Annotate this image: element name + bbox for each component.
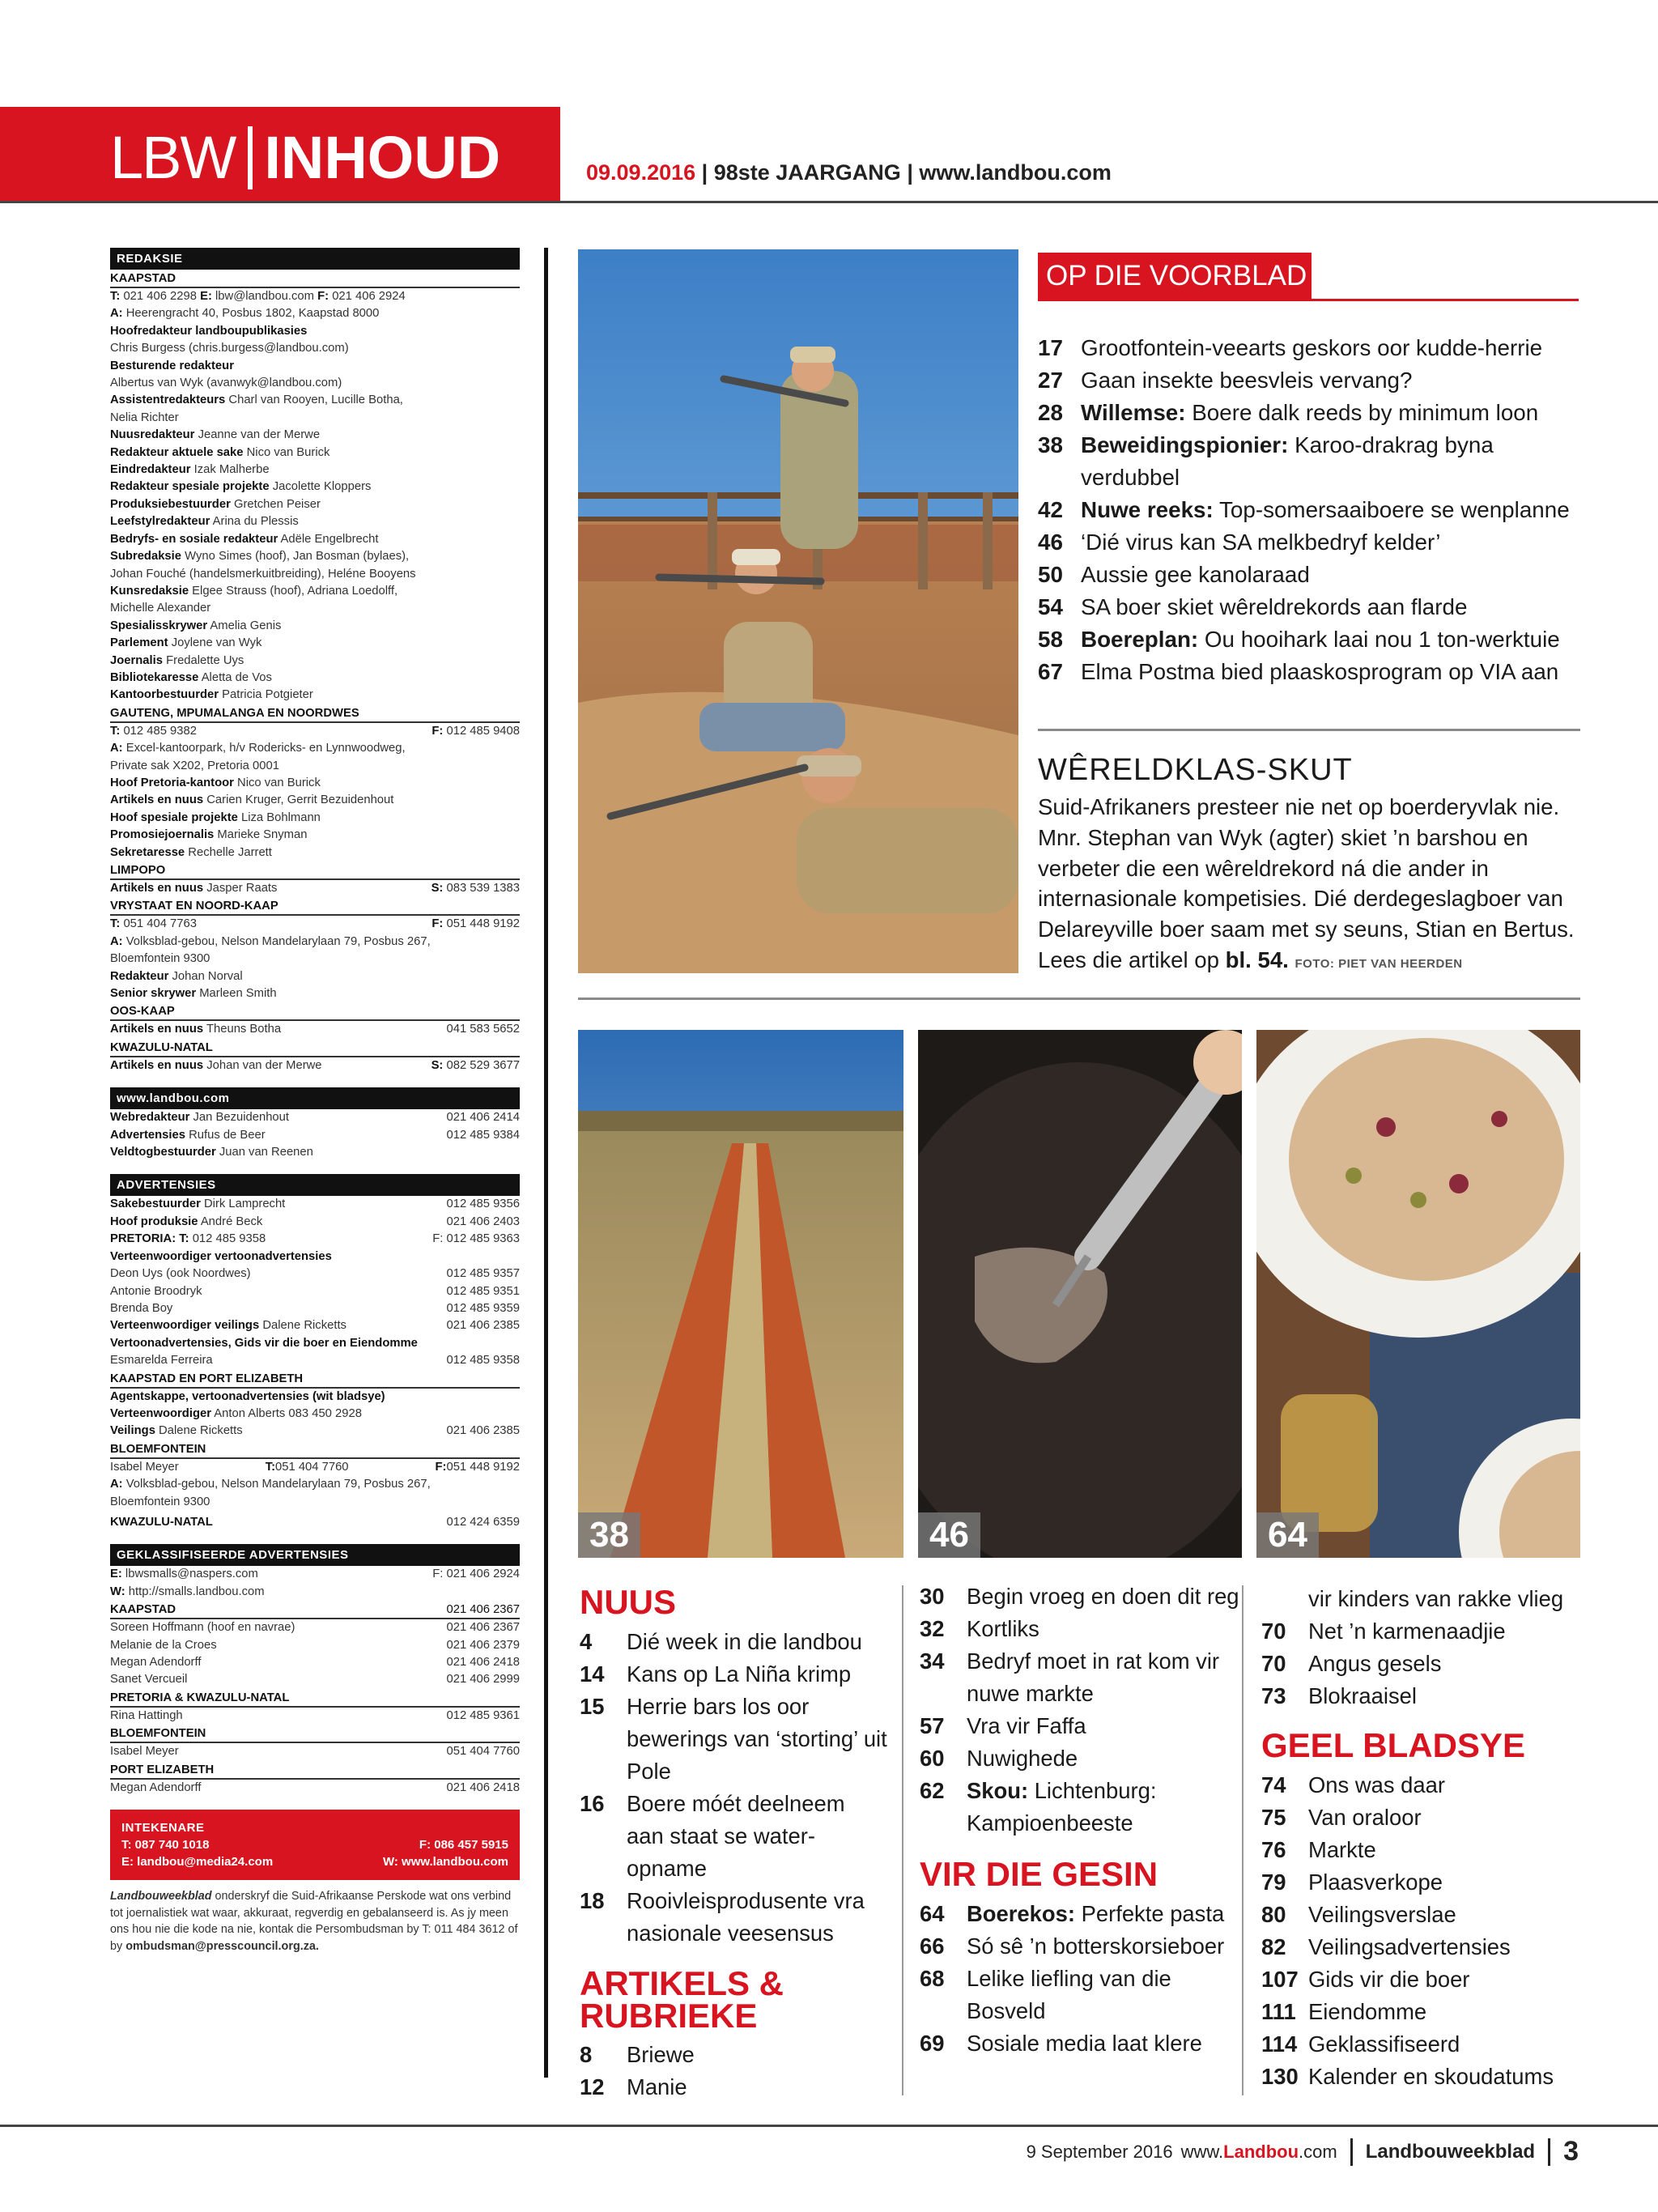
cover-story-item[interactable] bbox=[1038, 397, 1588, 429]
staff-line: Albertus van Wyk (avanwyk@landbou.com) bbox=[110, 376, 342, 390]
issue-website[interactable]: www.landbou.com bbox=[919, 160, 1112, 185]
footer-rule bbox=[0, 2125, 1658, 2127]
gauteng-heading: GAUTENG, MPUMALANGA EN NOORDWES bbox=[110, 705, 520, 723]
staff-row: Hoof produksie André Beck 021 406 2403 bbox=[110, 1214, 520, 1228]
item-title: Kans op La Niña krimp bbox=[627, 1661, 852, 1687]
vrystaat-heading: VRYSTAAT EN NOORD-KAAP bbox=[110, 898, 520, 916]
staff-line: A: Heerengracht 40, Posbus 1802, Kaapstad 8000 bbox=[110, 307, 380, 321]
item-title: Boereplan: Ou hooihark laai nou 1 ton-werktuie bbox=[1081, 627, 1560, 652]
toc-item[interactable] bbox=[580, 1691, 887, 1788]
staff-line: Spesialisskrywer Amelia Genis bbox=[110, 619, 282, 632]
klas-pe-row: Megan Adendorff 021 406 2418 bbox=[110, 1780, 520, 1794]
staff-line: Produksiebestuurder Gretchen Peiser bbox=[110, 497, 321, 511]
klas-kaapstad-list bbox=[110, 1619, 520, 1689]
kpe-list bbox=[110, 1389, 520, 1440]
staff-line: Private sak X202, Pretoria 0001 bbox=[110, 759, 279, 772]
page-number: 68 bbox=[920, 1966, 945, 1991]
staff-row: Advertensies Rufus de Beer 012 485 9384 bbox=[110, 1128, 520, 1142]
photo-credit: FOTO: PIET VAN HEERDEN bbox=[1295, 956, 1463, 971]
toc-col-sep-1 bbox=[902, 1585, 903, 2095]
kzn-row: Artikels en nuus Johan van der Merwe S: 082 529 3677 bbox=[110, 1058, 520, 1072]
bloem-heading: BLOEMFONTEIN bbox=[110, 1441, 520, 1459]
staff-line: Senior skrywer Marleen Smith bbox=[110, 987, 277, 1001]
title-inhoud: INHOUD bbox=[264, 124, 501, 191]
staff-row: Melanie de la Croes 021 406 2379 bbox=[110, 1638, 520, 1652]
toc-item[interactable] bbox=[920, 1930, 1252, 1963]
page-number: 3 bbox=[1563, 2136, 1579, 2167]
item-title: Aussie gee kanolaraad bbox=[1081, 562, 1310, 587]
item-title: Veilingsverslae bbox=[1308, 1902, 1456, 1927]
page-number: 79 bbox=[1261, 1870, 1286, 1895]
klassifiseerde-heading: GEKLASSIFISEERDE ADVERTENSIES bbox=[110, 1544, 520, 1566]
staff-line: Assistentredakteurs Charl van Rooyen, Lucille Botha, bbox=[110, 393, 403, 407]
page-number: 8 bbox=[580, 2042, 593, 2067]
item-title: Manie bbox=[627, 2074, 687, 2099]
staff-row: Deon Uys (ook Noordwes) 012 485 9357 bbox=[110, 1267, 520, 1281]
page-number: 4 bbox=[580, 1629, 593, 1654]
toc-item[interactable] bbox=[1261, 1648, 1601, 1680]
masthead-column bbox=[110, 248, 520, 1955]
toc-item[interactable] bbox=[580, 1626, 887, 1658]
cover-story-item[interactable] bbox=[1038, 332, 1588, 364]
staff-row: Veldtogbestuurder Juan van Reenen bbox=[110, 1146, 313, 1159]
staff-line: Kantoorbestuurder Patricia Potgieter bbox=[110, 688, 313, 702]
toc-col-sep-2 bbox=[1242, 1585, 1244, 2095]
toc-item[interactable] bbox=[1261, 1899, 1601, 1931]
toc-item[interactable] bbox=[1261, 1866, 1601, 1899]
item-title: Kortliks bbox=[967, 1616, 1039, 1641]
staff-row: Megan Adendorff 021 406 2418 bbox=[110, 1656, 520, 1669]
photo-hide-tool bbox=[918, 1030, 1242, 1558]
photo-page-46[interactable]: 46 bbox=[918, 1512, 980, 1558]
footer-divider bbox=[1350, 2138, 1353, 2166]
page-number: 70 bbox=[1261, 1619, 1286, 1644]
page-number: 76 bbox=[1261, 1837, 1286, 1862]
bloem-address bbox=[110, 1476, 520, 1511]
staff-line: Redakteur spesiale projekte Jacolette Kloppers bbox=[110, 480, 372, 494]
cover-story-item[interactable] bbox=[1038, 364, 1588, 397]
toc-item[interactable] bbox=[580, 2071, 887, 2104]
cover-tag-rule bbox=[1038, 299, 1579, 301]
page-number: 50 bbox=[1038, 562, 1063, 587]
cover-story-item[interactable] bbox=[1038, 656, 1588, 688]
page-number: 15 bbox=[580, 1694, 605, 1719]
item-title: Net ’n karmenaadjie bbox=[1308, 1619, 1506, 1644]
item-title: Ons was daar bbox=[1308, 1772, 1445, 1797]
staff-row: Verteenwoordiger veilings Dalene Ricketts 021 406 2385 bbox=[110, 1319, 520, 1333]
kaapstad-staff-list bbox=[110, 288, 520, 704]
toc-item[interactable] bbox=[920, 1898, 1252, 1930]
photo-road bbox=[578, 1030, 903, 1558]
staff-line: A: Volksblad-gebou, Nelson Mandelarylaan 79, Posbus 267, bbox=[110, 1478, 431, 1491]
toc-item[interactable] bbox=[1261, 1802, 1601, 1834]
cover-story-list bbox=[1038, 332, 1588, 688]
staff-line: Redakteur Johan Norval bbox=[110, 969, 243, 983]
staff-line: Bloemfontein 9300 bbox=[110, 1495, 210, 1508]
page-number: 67 bbox=[1038, 659, 1063, 684]
bloem-row: Isabel Meyer T:051 404 7760 F:051 448 9192 bbox=[110, 1460, 520, 1474]
staff-line: A: Volksblad-gebou, Nelson Mandelarylaan 79, Posbus 267, bbox=[110, 934, 431, 948]
staff-row: Antonie Broodryk 012 485 9351 bbox=[110, 1284, 520, 1298]
item-title: Skou: Lichtenburg: Kampioenbeeste bbox=[967, 1778, 1157, 1836]
staff-row: PRETORIA: T: 012 485 9358 F: 012 485 9363 bbox=[110, 1232, 520, 1246]
item-title: Beweidingspionier: Karoo-drakrag byna verdubbel bbox=[1081, 432, 1494, 490]
web-staff-list bbox=[110, 1109, 520, 1161]
photo-page-38[interactable]: 38 bbox=[578, 1512, 640, 1558]
page-footer bbox=[1027, 2136, 1579, 2167]
page-number: 69 bbox=[920, 2031, 945, 2056]
staff-row: Agentskappe, vertoonadvertensies (wit bladsye) bbox=[110, 1389, 385, 1403]
toc-column-2 bbox=[920, 1580, 1252, 2060]
staff-row: Webredakteur Jan Bezuidenhout 021 406 2414 bbox=[110, 1111, 520, 1125]
item-title: Blokraaisel bbox=[1308, 1683, 1417, 1708]
staff-line: Hoof Pretoria-kantoor Nico van Burick bbox=[110, 776, 321, 789]
toc-item[interactable] bbox=[580, 1658, 887, 1691]
staff-row: Verteenwoordiger vertoonadvertensies bbox=[110, 1249, 332, 1263]
gesin-list bbox=[920, 1898, 1252, 2060]
staff-line: Artikels en nuus Carien Kruger, Gerrit Bezuidenhout bbox=[110, 793, 394, 807]
issue-jaargang: 98ste JAARGANG bbox=[713, 160, 901, 185]
page-number: 16 bbox=[580, 1791, 605, 1816]
cover-tag-label: OP DIE VOORBLAD bbox=[1038, 253, 1312, 300]
item-title: Briewe bbox=[627, 2042, 695, 2067]
feature-rule bbox=[1038, 729, 1580, 731]
item-title: Dié week in die landbou bbox=[627, 1629, 862, 1654]
limpopo-row: Artikels en nuus Jasper Raats S: 083 539 1383 bbox=[110, 882, 520, 895]
geel-heading: GEEL BLADSYE bbox=[1261, 1726, 1525, 1764]
staff-row: Sakebestuurder Dirk Lamprecht 012 485 9356 bbox=[110, 1197, 520, 1211]
item-title: ‘Dié virus kan SA melkbedryf kelder’ bbox=[1081, 530, 1441, 555]
staff-line: Promosiejoernalis Marieke Snyman bbox=[110, 828, 308, 842]
feature-caption: Suid-Afrikaners presteer nie net op boerderyvlak nie. Mnr. Stephan van Wyk (agter) skiet ’n barshou en verbeter die een wêreldrekord ná die ander in internasionale kompetisies. Dié derdegeslagboer van Delareyville boer saam met sy seuns, Stian en Bertus. Lees die artikel op bl. 54. FOTO: PIET VAN HEERDEN bbox=[1038, 794, 1575, 972]
nuus-list bbox=[580, 1626, 887, 1950]
artikels-list bbox=[580, 2039, 887, 2104]
cover-story-item[interactable] bbox=[1038, 429, 1588, 494]
item-title: Boerekos: Perfekte pasta bbox=[967, 1901, 1225, 1926]
staff-row: Soreen Hoffmann (hoof en navrae) 021 406 2367 bbox=[110, 1621, 520, 1635]
toc-item[interactable] bbox=[1261, 1963, 1601, 1996]
toc-item[interactable] bbox=[1261, 1834, 1601, 1866]
staff-line: Hoof spesiale projekte Liza Bohlmann bbox=[110, 810, 321, 824]
toc-item[interactable] bbox=[1261, 1996, 1601, 2028]
page-number: 54 bbox=[1038, 594, 1063, 619]
staff-line: Hoofredakteur landboupublikasies bbox=[110, 324, 308, 338]
staff-row: Esmarelda Ferreira 012 485 9358 bbox=[110, 1354, 520, 1368]
toc-item[interactable] bbox=[920, 1710, 1252, 1742]
cover-story-item[interactable] bbox=[1038, 494, 1588, 526]
column-rule bbox=[544, 248, 548, 2078]
staff-line: Sekretaresse Rechelle Jarrett bbox=[110, 845, 272, 859]
item-title: Angus gesels bbox=[1308, 1651, 1442, 1676]
geel-list bbox=[1261, 1769, 1601, 2093]
advertensies-heading: ADVERTENSIES bbox=[110, 1174, 520, 1196]
toc-column-1 bbox=[580, 1585, 887, 2104]
cover-story-item[interactable] bbox=[1038, 559, 1588, 591]
staff-line: Besturende redakteur bbox=[110, 359, 234, 372]
toc-item[interactable] bbox=[580, 1788, 887, 1885]
page-number: 66 bbox=[920, 1933, 945, 1959]
item-title: Gids vir die boer bbox=[1308, 1967, 1470, 1992]
page-number: 17 bbox=[1038, 335, 1063, 360]
page-number: 46 bbox=[1038, 530, 1063, 555]
kzn2-row: KWAZULU-NATAL 012 424 6359 bbox=[110, 1515, 520, 1529]
staff-row: E: lbwsmalls@naspers.com F: 021 406 2924 bbox=[110, 1568, 520, 1581]
right-list bbox=[1261, 1615, 1601, 1712]
page-number: 130 bbox=[1261, 2064, 1299, 2089]
subs-web[interactable]: W: www.landbou.com bbox=[383, 1855, 508, 1870]
staff-line: Subredaksie Wyno Simes (hoof), Jan Bosman (bylaes), bbox=[110, 550, 410, 564]
subs-email[interactable]: E: landbou@media24.com bbox=[121, 1855, 274, 1870]
staff-line: T: 021 406 2298 E: lbw@landbou.com F: 021 406 2924 bbox=[110, 290, 406, 303]
page-number: 57 bbox=[920, 1713, 945, 1738]
item-title: Sosiale media laat klere bbox=[967, 2031, 1202, 2056]
klas-kaapstad-heading: KAAPSTAD 021 406 2367 bbox=[110, 1602, 520, 1619]
item-title: Markte bbox=[1308, 1837, 1376, 1862]
photo-pasta bbox=[1256, 1030, 1580, 1558]
gesin-heading: VIR DIE GESIN bbox=[920, 1855, 1158, 1893]
kpe-heading: KAAPSTAD EN PORT ELIZABETH bbox=[110, 1371, 520, 1389]
nuus-heading: NUUS bbox=[580, 1583, 677, 1621]
staff-line: Redakteur aktuele sake Nico van Burick bbox=[110, 445, 330, 459]
page-number: 27 bbox=[1038, 368, 1063, 393]
item-title: Rooivleisprodusente vra nasionale veesensus bbox=[627, 1888, 865, 1946]
issue-date: 09.09.2016 bbox=[586, 160, 696, 185]
page-number: 30 bbox=[920, 1584, 945, 1609]
photo-page-64[interactable]: 64 bbox=[1256, 1512, 1319, 1558]
header-rule bbox=[0, 201, 1658, 203]
subs-fax: F: 086 457 5915 bbox=[419, 1838, 508, 1853]
redaksie-heading: REDAKSIE bbox=[110, 248, 520, 270]
toc-item[interactable] bbox=[1261, 1615, 1601, 1648]
staff-row: Veilings Dalene Ricketts 021 406 2385 bbox=[110, 1424, 520, 1438]
toc-item[interactable] bbox=[1261, 1680, 1601, 1712]
page-number: 34 bbox=[920, 1648, 945, 1674]
feature-heading: WÊRELDKLAS-SKUT bbox=[1038, 753, 1353, 787]
page-number: 75 bbox=[1261, 1805, 1286, 1830]
staff-line: Bibliotekaresse Aletta de Vos bbox=[110, 670, 272, 684]
toc-column-3 bbox=[1261, 1583, 1601, 2093]
item-title: Nuwighede bbox=[967, 1746, 1078, 1771]
advertensies-list bbox=[110, 1196, 520, 1369]
page-number: 14 bbox=[580, 1661, 605, 1687]
subscriptions-box bbox=[110, 1810, 520, 1880]
staff-line: A: Excel-kantoorpark, h/v Rodericks- en Lynnwoodweg, bbox=[110, 742, 406, 755]
item-title: Willemse: Boere dalk reeds by minimum loon bbox=[1081, 400, 1539, 425]
toc-item[interactable] bbox=[920, 2027, 1252, 2060]
item-title: Geklassifiseerd bbox=[1308, 2031, 1460, 2057]
page-number: 60 bbox=[920, 1746, 945, 1771]
issue-meta: 09.09.2016 | 98ste JAARGANG | www.landbou.com bbox=[586, 160, 1112, 185]
page-number: 32 bbox=[920, 1616, 945, 1641]
subs-phone: T: 087 740 1018 bbox=[121, 1838, 210, 1853]
mid-rule bbox=[578, 998, 1580, 1000]
klas-bloem-heading: BLOEMFONTEIN bbox=[110, 1725, 520, 1743]
staff-row: Sanet Vercueil 021 406 2999 bbox=[110, 1673, 520, 1687]
staff-row: Verteenwoordiger Anton Alberts 083 450 2928 bbox=[110, 1406, 362, 1420]
ooskaap-row: Artikels en nuus Theuns Botha 041 583 5652 bbox=[110, 1023, 520, 1036]
klas-pe-heading: PORT ELIZABETH bbox=[110, 1762, 520, 1780]
ooskaap-heading: OOS-KAAP bbox=[110, 1003, 520, 1021]
right-continued: vir kinders van rakke vlieg bbox=[1308, 1586, 1564, 1611]
staff-line: Eindredakteur Izak Malherbe bbox=[110, 463, 270, 477]
staff-line: Leefstylredakteur Arina du Plessis bbox=[110, 515, 299, 529]
item-title: Vra vir Faffa bbox=[967, 1713, 1086, 1738]
footer-publication: Landbouweekblad bbox=[1365, 2140, 1536, 2163]
page-number: 80 bbox=[1261, 1902, 1286, 1927]
item-title: SA boer skiet wêreldrekords aan flarde bbox=[1081, 594, 1468, 619]
klassifiseerde-contacts bbox=[110, 1566, 520, 1601]
limpopo-heading: LIMPOPO bbox=[110, 862, 520, 880]
press-code-notice: Landbouweekblad onderskryf die Suid-Afrikaanse Perskode wat ons verbind tot joernalistiek wat waar, akkuraat, regverdig en gebalanseerd is. As jy meen ons hou nie die kode na nie, kontak die Persombudsman by T: 011 484 3612 of by ombudsman@presscouncil.org.za. bbox=[110, 1890, 518, 1953]
cover-photo-shooters bbox=[578, 249, 1018, 973]
toc-item[interactable] bbox=[920, 1645, 1252, 1710]
item-title: Herrie bars los oor bewerings van ‘storting’ uit Pole bbox=[627, 1694, 887, 1784]
gauteng-contact-row: T: 012 485 9382 F: 012 485 9408 bbox=[110, 724, 520, 738]
page-number: 18 bbox=[580, 1888, 605, 1913]
subs-title: INTEKENARE bbox=[121, 1821, 205, 1836]
page-number: 42 bbox=[1038, 497, 1063, 522]
page-number: 74 bbox=[1261, 1772, 1286, 1797]
toc-item[interactable] bbox=[920, 1775, 1252, 1840]
vrystaat-staff-list bbox=[110, 934, 520, 1003]
item-title: Só sê ’n botterskorsieboer bbox=[967, 1933, 1225, 1959]
klas-bloem-row: Isabel Meyer 051 404 7760 bbox=[110, 1745, 520, 1759]
footer-divider-2 bbox=[1548, 2138, 1550, 2166]
gauteng-staff-list bbox=[110, 740, 520, 861]
cover-story-item[interactable] bbox=[1038, 526, 1588, 559]
toc-item[interactable] bbox=[580, 1885, 887, 1950]
page-number: 64 bbox=[920, 1901, 945, 1926]
page-number: 58 bbox=[1038, 627, 1063, 652]
title-divider bbox=[248, 126, 253, 189]
toc-item[interactable] bbox=[920, 1580, 1252, 1613]
footer-date: 9 September 2016 bbox=[1026, 2141, 1173, 2162]
vrystaat-contact-row: T: 051 404 7763 F: 051 448 9192 bbox=[110, 917, 520, 931]
toc-item[interactable] bbox=[1261, 2028, 1601, 2061]
section-title bbox=[110, 121, 500, 194]
item-title: Bedryf moet in rat kom vir nuwe markte bbox=[967, 1648, 1220, 1706]
klas-pretoria-row: Rina Hattingh 012 485 9361 bbox=[110, 1708, 520, 1722]
cover-story-item[interactable] bbox=[1038, 591, 1588, 623]
item-title: Elma Postma bied plaaskosprogram op VIA aan bbox=[1081, 659, 1559, 684]
kaapstad-heading: KAAPSTAD bbox=[110, 270, 520, 288]
mid-list bbox=[920, 1580, 1252, 1840]
toc-item[interactable] bbox=[1261, 1931, 1601, 1963]
page-number: 12 bbox=[580, 2074, 605, 2099]
staff-line: Bedryfs- en sosiale redakteur Adële Engelbrecht bbox=[110, 532, 379, 546]
page-number: 70 bbox=[1261, 1651, 1286, 1676]
toc-item[interactable] bbox=[1261, 2061, 1601, 2093]
item-title: Kalender en skoudatums bbox=[1308, 2064, 1554, 2089]
item-title: Veilingsadvertensies bbox=[1308, 1934, 1511, 1959]
page-number: 62 bbox=[920, 1778, 945, 1803]
cover-story-item[interactable] bbox=[1038, 623, 1588, 656]
staff-row: Brenda Boy 012 485 9359 bbox=[110, 1301, 520, 1315]
item-title: Lelike liefling van die Bosveld bbox=[967, 1966, 1171, 2023]
staff-line: Bloemfontein 9300 bbox=[110, 952, 210, 966]
page-number: 73 bbox=[1261, 1683, 1286, 1708]
ombud-email[interactable]: ombudsman@presscouncil.org.za. bbox=[125, 1939, 319, 1953]
item-title: Eiendomme bbox=[1308, 1999, 1427, 2024]
toc-item[interactable] bbox=[580, 2039, 887, 2071]
toc-item[interactable] bbox=[920, 1963, 1252, 2027]
item-title: Boere móét deelneem aan staat se water-opname bbox=[627, 1791, 845, 1881]
page-number: 111 bbox=[1261, 1999, 1296, 2024]
klas-pretoria-heading: PRETORIA & KWAZULU-NATAL bbox=[110, 1690, 520, 1708]
page-number: 107 bbox=[1261, 1967, 1299, 1992]
staff-line: Nelia Richter bbox=[110, 410, 179, 424]
feature-page-ref[interactable]: bl. 54. bbox=[1225, 946, 1289, 972]
toc-item[interactable] bbox=[920, 1613, 1252, 1645]
page-number: 82 bbox=[1261, 1934, 1286, 1959]
page-number: 28 bbox=[1038, 400, 1063, 425]
staff-line: Nuusredakteur Jeanne van der Merwe bbox=[110, 428, 321, 442]
page-number: 114 bbox=[1261, 2031, 1298, 2057]
brand-lbw: LBW bbox=[110, 124, 236, 191]
artikels-heading: ARTIKELS & RUBRIEKE bbox=[580, 1964, 784, 2035]
staff-row: Vertoonadvertensies, Gids vir die boer en Eiendomme bbox=[110, 1336, 418, 1350]
footer-url[interactable]: www.Landbou.com bbox=[1180, 2141, 1337, 2162]
staff-line: Parlement Joylene van Wyk bbox=[110, 636, 262, 650]
item-title: Van oraloor bbox=[1308, 1805, 1422, 1830]
toc-item[interactable] bbox=[1261, 1769, 1601, 1802]
cover-section-tag bbox=[1038, 253, 1579, 301]
item-title: Grootfontein-veearts geskors oor kudde-herrie bbox=[1081, 335, 1543, 360]
web-heading: www.landbou.com bbox=[110, 1087, 520, 1109]
staff-row: W: http://smalls.landbou.com bbox=[110, 1585, 265, 1598]
item-title: Nuwe reeks: Top-somersaaiboere se wenplanne bbox=[1081, 497, 1570, 522]
kzn-heading: KWAZULU-NATAL bbox=[110, 1040, 520, 1057]
staff-line: Joernalis Fredalette Uys bbox=[110, 653, 244, 667]
staff-line: Kunsredaksie Elgee Strauss (hoof), Adriana Loedolff, bbox=[110, 584, 398, 598]
staff-line: Michelle Alexander bbox=[110, 602, 211, 615]
item-title: Plaasverkope bbox=[1308, 1870, 1443, 1895]
page-number: 38 bbox=[1038, 432, 1063, 457]
staff-line: Chris Burgess (chris.burgess@landbou.com) bbox=[110, 342, 349, 355]
staff-line: Johan Fouché (handelsmerkuitbreiding), Heléne Booyens bbox=[110, 567, 416, 581]
toc-item[interactable] bbox=[920, 1742, 1252, 1775]
item-title: Gaan insekte beesvleis vervang? bbox=[1081, 368, 1413, 393]
item-title: Begin vroeg en doen dit reg bbox=[967, 1584, 1239, 1609]
